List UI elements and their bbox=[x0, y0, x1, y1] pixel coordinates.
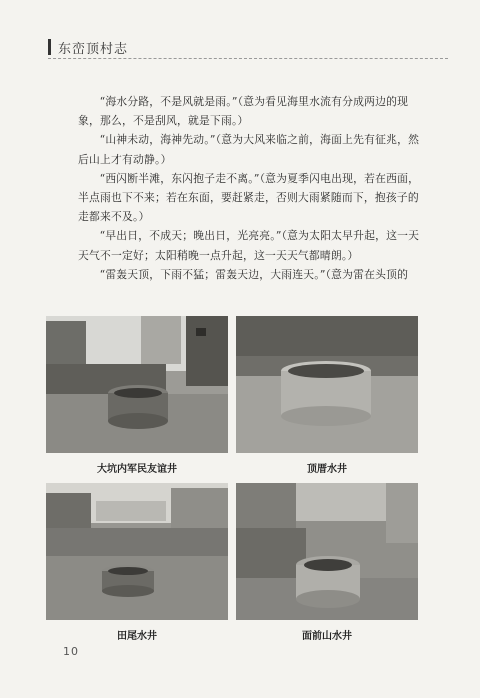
paragraph-proverb-3: “西闪断半滩，东闪抱子走不离。”（意为夏季闪电出现，若在西面，半点雨也下不来；若在东面，要赶紧走，否则大雨紧随而下，抱孩子的走都来不及。） bbox=[78, 171, 420, 224]
book-title: 东峦顶村志 bbox=[58, 42, 129, 57]
caption-photo-1: 大坑内军民友谊井 bbox=[97, 464, 177, 475]
paragraph-proverb-5: “雷轰天顶，下雨不猛；雷轰天边，大雨连天。”（意为雷在头顶的 bbox=[99, 267, 409, 281]
photo-well-1 bbox=[46, 316, 228, 453]
photo-well-2 bbox=[236, 316, 418, 453]
caption-photo-3: 田尾水井 bbox=[117, 631, 157, 642]
photo-well-3 bbox=[46, 483, 228, 620]
header-divider bbox=[48, 58, 448, 59]
header-marker bbox=[48, 39, 51, 55]
paragraph-proverb-2: “山神未动，海神先动。”（意为大风来临之前，海面上先有征兆，然后山上才有动静。） bbox=[78, 133, 420, 166]
paragraph-proverb-1: “海水分路，不是风就是雨。”（意为看见海里水流有分成两边的现象，那么，不是刮风，就是下雨。） bbox=[78, 95, 409, 128]
caption-photo-2: 顶厝水井 bbox=[307, 464, 347, 475]
caption-photo-4: 面前山水井 bbox=[302, 631, 352, 642]
photo-well-4 bbox=[236, 483, 418, 620]
paragraph-proverb-4: “早出日，不成天；晚出日，光亮亮。”（意为太阳太早升起，这一天天气不一定好；太阳稍晚一点升起，这一天天气都晴朗。） bbox=[78, 229, 420, 262]
running-header bbox=[48, 36, 448, 62]
body-text bbox=[78, 92, 426, 284]
page-number: 10 bbox=[63, 645, 79, 658]
